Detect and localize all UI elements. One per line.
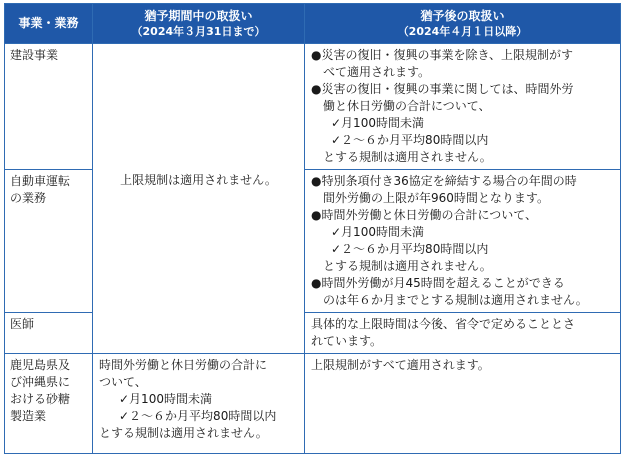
text-line: とする規制は適用されません。: [323, 259, 492, 273]
cell-sugar-name: [5, 354, 93, 454]
text-line: 時間外労働と休日労働の合計に: [99, 358, 268, 372]
cell-sugar-during: [93, 354, 305, 454]
check-item: ✓２～６か月平均80時間以内: [119, 409, 277, 423]
text-line: 働と休日労働の合計について、: [323, 99, 491, 113]
text-line: 自動車運転: [10, 174, 71, 188]
cell-merged-during: 上限規制は適用されません。: [93, 44, 305, 354]
check-item: ✓月100時間未満: [331, 225, 424, 239]
text-line: ●時間外労働と休日労働の合計について、: [311, 208, 537, 222]
check-item: ✓２～６か月平均80時間以内: [331, 242, 489, 256]
text-line: ●特別条項付き36協定を締結する場合の年間の時: [311, 174, 577, 188]
row-sugar: [5, 354, 621, 454]
text-line: の業務: [10, 191, 47, 205]
cell-driving-name: [5, 170, 93, 313]
text-line: とする規制は適用されません。: [323, 150, 492, 164]
check-item: ✓月100時間未満: [119, 392, 212, 406]
text-line: ●時間外労働が月45時間を超えることができる: [311, 276, 565, 290]
text-line: のは年６か月までとする規制は適用されません。: [323, 293, 588, 307]
text-line: 具体的な上限時間は今後、省令で定めることとさ: [311, 317, 576, 331]
text-line: 鹿児島県及: [10, 358, 71, 372]
text-line: ●災害の復旧・復興の事業を除き、上限規制がす: [311, 48, 573, 62]
check-item: ✓２～６か月平均80時間以内: [331, 133, 489, 147]
text-line: おける砂糖: [10, 392, 71, 406]
header-after-grace: 猶予後の取扱い （2024年４月１日以降）: [305, 4, 621, 44]
text-line: べて適用されます。: [323, 65, 431, 79]
cell-doctor-after: [305, 313, 621, 354]
header-during-date: （2024年３月31日まで）: [131, 24, 266, 38]
cell-construction-name: 建設事業: [5, 44, 93, 170]
text-line: とする規制は適用されません。: [99, 426, 268, 440]
text-line: ついて、: [99, 375, 147, 389]
text-line: ●災害の復旧・復興の事業に関しては、時間外労: [311, 82, 574, 96]
row-construction: [5, 44, 621, 170]
text-line: れています。: [311, 334, 383, 348]
check-item: ✓月100時間未満: [331, 116, 424, 130]
cell-sugar-after: 上限規制がすべて適用されます。: [305, 354, 621, 454]
header-row: [5, 4, 621, 44]
header-during-grace: 猶予期間中の取扱い （2024年３月31日まで）: [93, 4, 305, 44]
grace-period-table: [4, 3, 621, 454]
text-line: び沖縄県に: [10, 375, 71, 389]
header-business: 事業・業務: [5, 4, 93, 44]
cell-doctor-name: 医師: [5, 313, 93, 354]
header-after-date: （2024年４月１日以降）: [397, 24, 528, 38]
text-line: 製造業: [10, 409, 47, 423]
cell-construction-after: [305, 44, 621, 170]
text-line: 間外労働の上限が年960時間となります。: [323, 191, 549, 205]
cell-driving-after: [305, 170, 621, 313]
